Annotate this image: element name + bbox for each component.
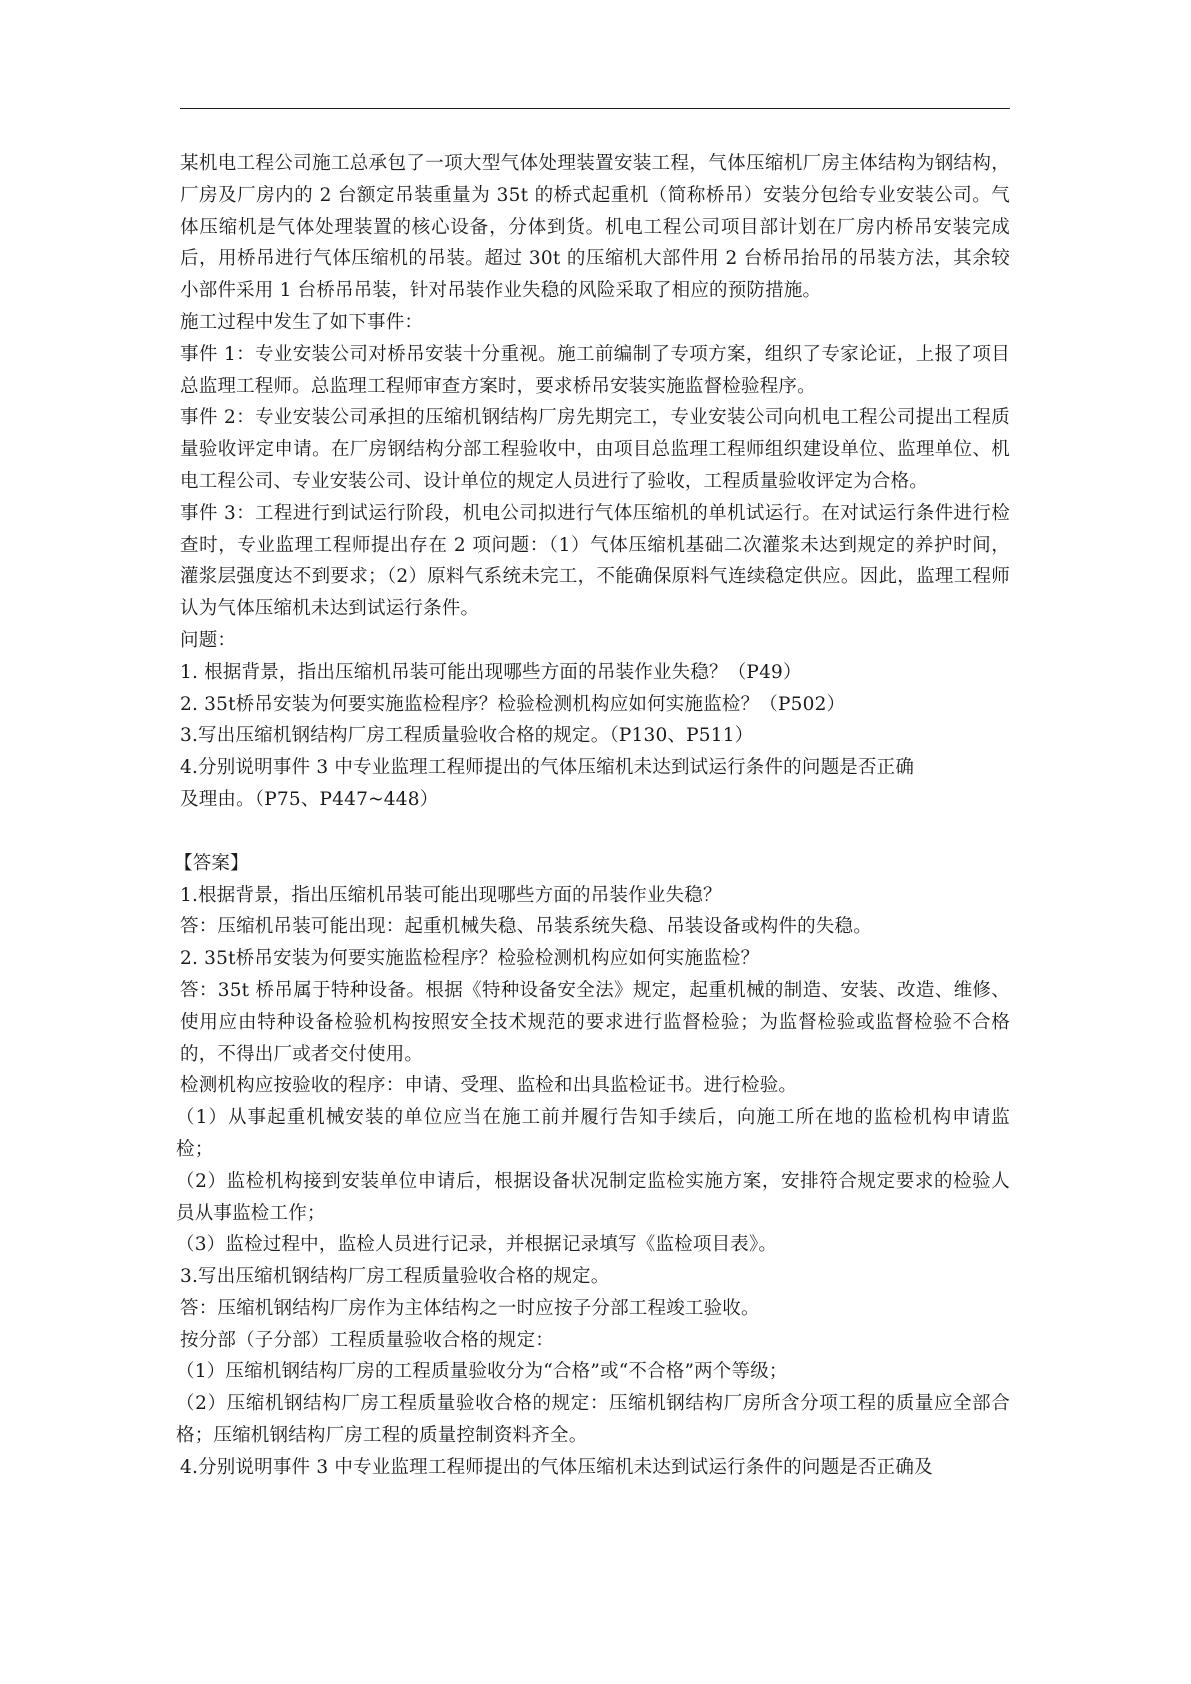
question-2: 2. 35t桥吊安装为何要实施监检程序？检验检测机构应如何实施监检？（P502）: [180, 693, 846, 715]
document-body: [174, 148, 1010, 1484]
section-spacer: [180, 816, 1010, 848]
question-4-line-1: 4.分别说明事件 3 中专业监理工程师提出的气体压缩机未达到试运行条件的问题是否正确: [180, 757, 915, 779]
answer-1: 答：压缩机吊装可能出现：起重机械失稳、吊装系统失稳、吊装设备或构件的失稳。: [180, 916, 872, 938]
answer-3-question: 3.写出压缩机钢结构厂房工程质量验收合格的规定。: [180, 1266, 610, 1288]
answer-2: 答：35t 桥吊属于特种设备。根据《特种设备安全法》规定，起重机械的制造、安装、改造、维修、使用应由特种设备检验机构按照安全技术规范的要求进行监督检验；为监督检验或监督检验不合格的，不得出厂或者交付使用。: [180, 979, 1010, 1065]
answer-2-procedure: 检测机构应按验收的程序：申请、受理、监检和出具监检证书。进行检验。: [180, 1075, 798, 1097]
question-1: 1. 根据背景，指出压缩机吊装可能出现哪些方面的吊装作业失稳？（P49）: [180, 661, 802, 683]
background-paragraph: 某机电工程公司施工总承包了一项大型气体处理装置安装工程，气体压缩机厂房主体结构为钢结构，厂房及厂房内的 2 台额定吊装重量为 35t 的桥式起重机（简称桥吊）安装分包给专业安装公司。气体压缩机是气体处理装置的核心设备，分体到货。机电工程公司项目部计划在厂房内桥吊安装完成后，用桥吊进行气体压缩机的吊装。超过 30t 的压缩机大部件用 2 台桥吊抬吊的吊装方法，其余较小部件采用 1 台桥吊吊装，针对吊装作业失稳的风险采取了相应的预防措施。: [180, 153, 1010, 302]
answer-2-question: 2. 35t桥吊安装为何要实施监检程序？检验检测机构应如何实施监检？: [180, 948, 760, 970]
answer-2-step-1: （1）从事起重机械安装的单位应当在施工前并履行告知手续后，向施工所在地的监检机构申请监检；: [176, 1107, 1010, 1160]
question-4-line-2: 及理由。（P75、P447~448）: [180, 788, 439, 810]
event-2: 事件 2：专业安装公司承担的压缩机钢结构厂房先期完工，专业安装公司向机电工程公司提出工程质量验收评定申请。在厂房钢结构分部工程验收中，由项目总监理工程师组织建设单位、监理单位、机电工程公司、专业安装公司、设计单位的规定人员进行了验收，工程质量验收评定为合格。: [180, 407, 1010, 492]
question-3: 3.写出压缩机钢结构厂房工程质量验收合格的规定。（P130、P511）: [180, 725, 754, 747]
event-3: 事件 3：工程进行到试运行阶段，机电公司拟进行气体压缩机的单机试运行。在对试运行条件进行检查时，专业监理工程师提出存在 2 项问题：（1）气体压缩机基础二次灌浆未达到规定的养护时间，灌浆层强度达不到要求；（2）原料气系统未完工，不能确保原料气连续稳定供应。因此，监理工程师认为气体压缩机未达到试运行条件。: [180, 502, 1010, 620]
answer-3-item-2: （2）压缩机钢结构厂房工程质量验收合格的规定：压缩机钢结构厂房所含分项工程的质量应全部合格；压缩机钢结构厂房工程的质量控制资料齐全。: [176, 1393, 1010, 1447]
event-1: 事件 1：专业安装公司对桥吊安装十分重视。施工前编制了专项方案，组织了专家论证，上报了项目总监理工程师。总监理工程师审查方案时，要求桥吊安装实施监督检验程序。: [180, 343, 1010, 397]
answer-3: 答：压缩机钢结构厂房作为主体结构之一时应按子分部工程竣工验收。: [180, 1297, 760, 1319]
answer-3-item-1: （1）压缩机钢结构厂房的工程质量验收分为“合格”或“不合格”两个等级；: [176, 1361, 788, 1383]
questions-heading: 问题：: [180, 629, 237, 651]
header-rule: [180, 108, 1010, 109]
answer-2-step-2: （2）监检机构接到安装单位申请后，根据设备状况制定监检实施方案，安排符合规定要求的检验人员从事监检工作；: [176, 1170, 1010, 1224]
answer-4-question: 4.分别说明事件 3 中专业监理工程师提出的气体压缩机未达到试运行条件的问题是否正确及: [180, 1456, 933, 1478]
answer-heading: 【答案】: [174, 852, 249, 874]
answer-2-step-3: （3）监检过程中，监检人员进行记录，并根据记录填写《监检项目表》。: [176, 1234, 778, 1256]
events-intro: 施工过程中发生了如下事件：: [180, 311, 424, 333]
answer-1-question: 1.根据背景，指出压缩机吊装可能出现哪些方面的吊装作业失稳？: [180, 884, 722, 906]
answer-3-rule: 按分部（子分部）工程质量验收合格的规定：: [180, 1329, 555, 1351]
